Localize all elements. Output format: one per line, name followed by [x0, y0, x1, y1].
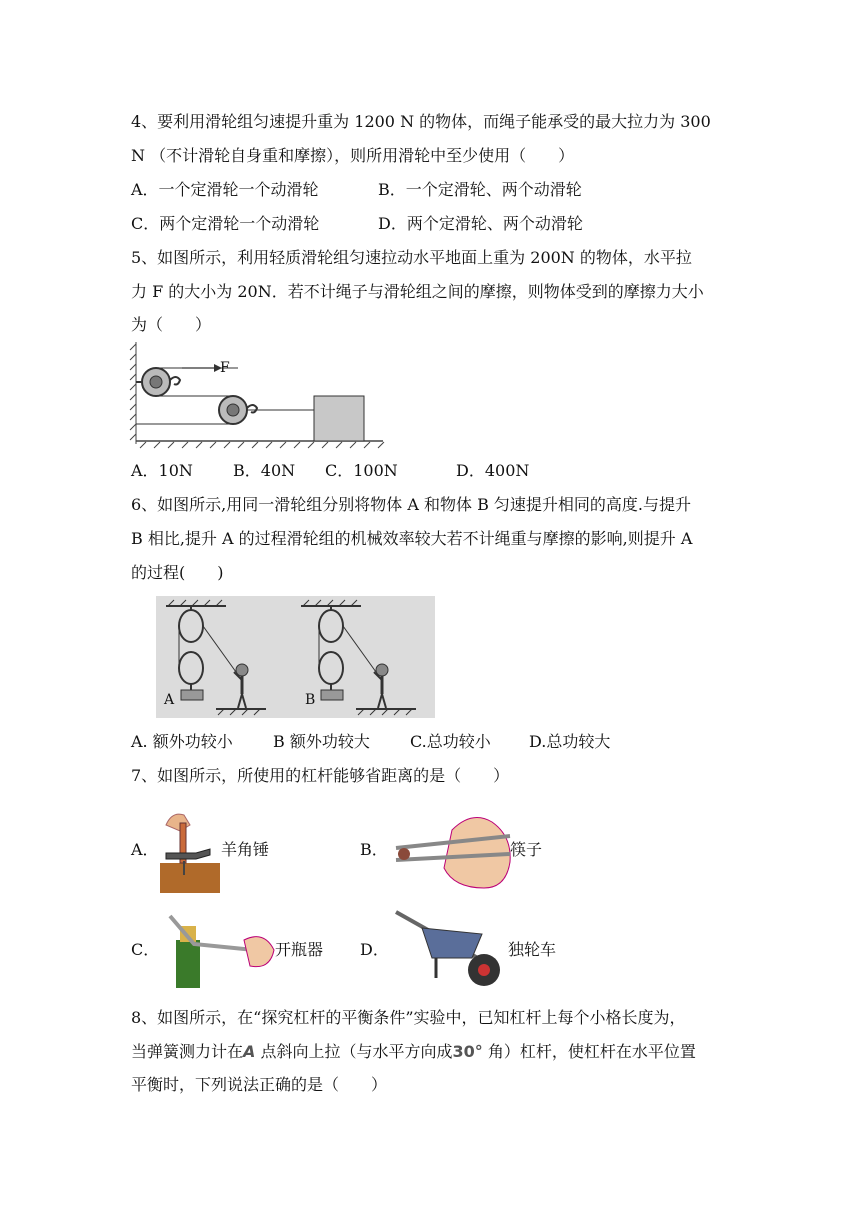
q8-line2-part-a: 当弹簧测力计在 — [131, 1042, 244, 1061]
q6-option-a: A. 额外功较小 — [131, 732, 233, 751]
q7-option-b-letter: B． — [360, 840, 388, 859]
q6-option-d: D.总功较大 — [529, 732, 611, 751]
q4-option-c: C．两个定滑轮一个动滑轮 — [131, 214, 320, 233]
q7-chopsticks-image — [392, 810, 516, 890]
q7-option-d-text: 独轮车 — [508, 940, 557, 959]
q6-option-b: B 额外功较大 — [273, 732, 370, 751]
q7-stem-line1: 7、如图所示，所使用的杠杆能够省距离的是（ ） — [131, 766, 510, 785]
q5-option-d: D．400N — [456, 461, 530, 480]
q7-option-c-text: 开瓶器 — [275, 940, 324, 959]
q5-force-label: F — [220, 360, 230, 376]
q5-option-c: C．100N — [325, 461, 398, 480]
q7-option-c-letter: C． — [131, 940, 160, 959]
q6-pulley-photo — [156, 596, 435, 718]
q6-option-c: C.总功较小 — [410, 732, 491, 751]
q5-stem-line3: 为（ ） — [131, 315, 212, 334]
q6-figure-label-a: A — [164, 692, 175, 708]
q4-stem-line2: N （不计滑轮自身重和摩擦），则所用滑轮中至少使用（ ） — [131, 146, 575, 165]
q6-stem-line1: 6、如图所示,用同一滑轮组分别将物体 A 和物体 B 匀速提升相同的高度.与提升 — [131, 495, 692, 514]
q8-stem-line2 — [131, 1042, 696, 1062]
q4-option-a: A．一个定滑轮一个动滑轮 — [131, 180, 319, 199]
q4-option-b: B．一个定滑轮、两个动滑轮 — [378, 180, 582, 199]
q7-option-a-text: 羊角锤 — [221, 840, 270, 859]
q7-option-b-text: 筷子 — [510, 840, 543, 859]
q7-wheelbarrow-image — [392, 908, 504, 992]
q5-stem-line1: 5、如图所示，利用轻质滑轮组匀速拉动水平地面上重为 200N 的物体，水平拉 — [131, 248, 692, 267]
q7-hammer-image — [156, 805, 222, 895]
q5-pulley-figure — [128, 340, 388, 450]
q6-stem-line3: 的过程( ) — [131, 563, 224, 582]
q8-line2-part-b: 点斜向上拉（与水平方向成 — [255, 1042, 453, 1061]
q8-angle-label: 30° — [452, 1042, 483, 1061]
q8-stem-line3: 平衡时，下列说法正确的是（ ） — [131, 1075, 388, 1094]
q7-bottle-opener-image — [160, 910, 276, 988]
q5-stem-line2: 力 F 的大小为 20N．若不计绳子与滑轮组之间的摩擦，则物体受到的摩擦力大小 — [131, 282, 704, 301]
q7-option-d-letter: D． — [360, 940, 389, 959]
q8-point-label: A — [243, 1042, 256, 1061]
q4-stem-line1: 4、要利用滑轮组匀速提升重为 1200 N 的物体，而绳子能承受的最大拉力为 300 — [131, 112, 711, 131]
q4-option-d: D．两个定滑轮、两个动滑轮 — [378, 214, 583, 233]
q8-line2-part-c: 角）杠杆，使杠杆在水平位置 — [482, 1042, 696, 1061]
q7-option-a-letter: A． — [131, 840, 159, 859]
q8-stem-line1: 8、如图所示，在“探究杠杆的平衡条件”实验中，已知杠杆上每个小格长度为， — [131, 1008, 686, 1027]
q5-option-b: B．40N — [233, 461, 296, 480]
q5-option-a: A．10N — [131, 461, 193, 480]
q6-stem-line2: B 相比,提升 A 的过程滑轮组的机械效率较大若不计绳重与摩擦的影响,则提升 A — [131, 529, 693, 548]
q6-figure-label-b: B — [305, 692, 316, 708]
